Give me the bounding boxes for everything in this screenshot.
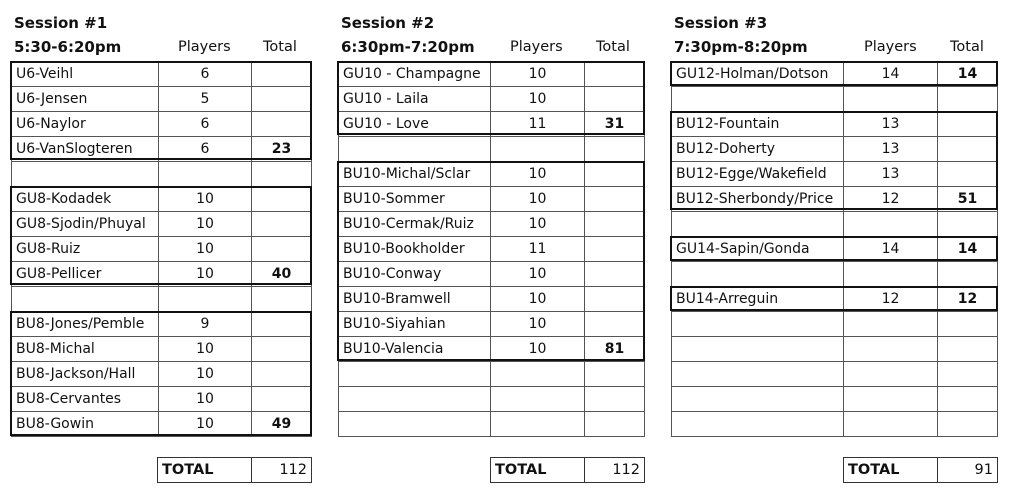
players-cell <box>159 287 252 312</box>
players-cell: 6 <box>159 62 252 87</box>
players-cell <box>491 362 585 387</box>
players-cell <box>844 262 938 287</box>
table-row <box>12 62 312 87</box>
players-cell: 10 <box>491 262 585 287</box>
team-cell: GU8-Kodadek <box>12 187 159 212</box>
players-header: Players <box>510 39 563 55</box>
table-row <box>12 112 312 137</box>
table-row <box>12 262 312 287</box>
spacer-row <box>672 337 998 362</box>
team-cell <box>339 412 491 437</box>
players-cell: 11 <box>491 112 585 137</box>
total-cell <box>252 62 312 87</box>
team-cell: GU8-Sjodin/Phuyal <box>12 212 159 237</box>
players-cell: 10 <box>159 187 252 212</box>
team-cell: BU10-Bookholder <box>339 237 491 262</box>
total-cell <box>252 187 312 212</box>
players-cell <box>844 362 938 387</box>
players-cell <box>491 387 585 412</box>
players-cell <box>491 137 585 162</box>
players-cell: 14 <box>844 237 938 262</box>
players-cell: 10 <box>159 262 252 287</box>
players-cell: 6 <box>159 137 252 162</box>
total-cell <box>585 387 645 412</box>
table-row <box>339 62 645 87</box>
team-cell <box>672 337 844 362</box>
table-row <box>339 112 645 137</box>
spacer-row <box>339 137 645 162</box>
players-cell: 12 <box>844 187 938 212</box>
spacer-row <box>672 87 998 112</box>
table-row <box>339 337 645 362</box>
table-row <box>12 337 312 362</box>
table-row <box>672 187 998 212</box>
total-cell: 49 <box>252 412 312 437</box>
team-cell: U6-Veihl <box>12 62 159 87</box>
team-cell: BU8-Jackson/Hall <box>12 362 159 387</box>
table-row <box>339 87 645 112</box>
team-cell <box>672 387 844 412</box>
spacer-row <box>672 212 998 237</box>
players-cell: 13 <box>844 162 938 187</box>
total-cell <box>252 362 312 387</box>
players-cell <box>844 412 938 437</box>
total-cell <box>252 112 312 137</box>
session-title: Session #1 <box>14 14 108 32</box>
spacer-row <box>672 387 998 412</box>
total-box <box>843 457 998 483</box>
team-cell: BU10-Valencia <box>339 337 491 362</box>
players-cell: 10 <box>491 187 585 212</box>
spacer-row <box>12 162 312 187</box>
table-row <box>12 312 312 337</box>
table-row <box>672 62 998 87</box>
table-row <box>12 187 312 212</box>
players-cell: 10 <box>159 362 252 387</box>
players-cell: 10 <box>491 87 585 112</box>
total-cell: 40 <box>252 262 312 287</box>
players-cell <box>159 162 252 187</box>
table-row <box>339 287 645 312</box>
team-cell <box>672 212 844 237</box>
total-label: TOTAL <box>158 458 252 483</box>
total-cell <box>938 212 998 237</box>
session-time: 6:30pm-7:20pm <box>341 38 475 56</box>
team-cell <box>672 362 844 387</box>
team-cell: BU10-Conway <box>339 262 491 287</box>
spacer-row <box>12 287 312 312</box>
team-cell: BU12-Sherbondy/Price <box>672 187 844 212</box>
total-cell <box>252 287 312 312</box>
table-row <box>12 87 312 112</box>
grand-total-value: 112 <box>585 458 645 483</box>
total-cell <box>938 87 998 112</box>
spacer-row <box>339 362 645 387</box>
spacer-row <box>672 312 998 337</box>
session-title: Session #2 <box>341 14 435 32</box>
players-cell <box>844 337 938 362</box>
total-cell <box>585 187 645 212</box>
total-cell <box>252 312 312 337</box>
team-cell: GU8-Ruiz <box>12 237 159 262</box>
total-cell <box>585 212 645 237</box>
total-cell <box>585 262 645 287</box>
total-cell <box>938 112 998 137</box>
players-cell: 10 <box>159 237 252 262</box>
table-row <box>12 212 312 237</box>
players-cell: 10 <box>491 337 585 362</box>
total-cell: 23 <box>252 137 312 162</box>
total-cell <box>252 212 312 237</box>
players-cell <box>844 87 938 112</box>
players-cell <box>844 387 938 412</box>
total-header: Total <box>596 39 630 55</box>
schedule-table <box>11 61 312 437</box>
table-row <box>12 387 312 412</box>
total-cell <box>938 362 998 387</box>
spacer-row <box>339 412 645 437</box>
spacer-row <box>672 362 998 387</box>
table-row <box>672 137 998 162</box>
players-cell: 10 <box>159 387 252 412</box>
grand-total-value: 91 <box>938 458 998 483</box>
total-cell <box>252 237 312 262</box>
total-cell: 81 <box>585 337 645 362</box>
session-time: 5:30-6:20pm <box>14 38 122 56</box>
total-cell <box>252 387 312 412</box>
team-cell: BU10-Siyahian <box>339 312 491 337</box>
grand-total-value: 112 <box>252 458 312 483</box>
team-cell: BU8-Michal <box>12 337 159 362</box>
table-row <box>12 237 312 262</box>
total-cell <box>585 362 645 387</box>
team-cell <box>672 412 844 437</box>
players-cell: 14 <box>844 62 938 87</box>
spacer-row <box>672 262 998 287</box>
team-cell: GU10 - Champagne <box>339 62 491 87</box>
table-row <box>12 137 312 162</box>
total-cell <box>585 412 645 437</box>
total-cell <box>585 237 645 262</box>
total-label: TOTAL <box>491 458 585 483</box>
table-row <box>339 187 645 212</box>
total-cell <box>938 312 998 337</box>
total-cell <box>585 62 645 87</box>
table-row <box>672 237 998 262</box>
total-cell: 31 <box>585 112 645 137</box>
team-cell: U6-Jensen <box>12 87 159 112</box>
team-cell <box>339 387 491 412</box>
team-cell: GU14-Sapin/Gonda <box>672 237 844 262</box>
team-cell: BU10-Cermak/Ruiz <box>339 212 491 237</box>
total-cell <box>938 137 998 162</box>
total-box <box>490 457 645 483</box>
total-cell: 51 <box>938 187 998 212</box>
total-cell <box>252 162 312 187</box>
players-cell: 6 <box>159 112 252 137</box>
team-cell: BU10-Bramwell <box>339 287 491 312</box>
players-cell: 11 <box>491 237 585 262</box>
table-row <box>12 412 312 437</box>
players-cell: 13 <box>844 137 938 162</box>
table-row <box>12 362 312 387</box>
table-row <box>672 287 998 312</box>
team-cell: U6-Naylor <box>12 112 159 137</box>
schedule-table <box>671 61 998 437</box>
players-header: Players <box>864 39 917 55</box>
table-row <box>339 237 645 262</box>
spacer-row <box>339 387 645 412</box>
players-cell: 10 <box>491 62 585 87</box>
players-cell <box>844 212 938 237</box>
total-cell <box>585 137 645 162</box>
total-cell <box>938 162 998 187</box>
players-cell: 10 <box>159 212 252 237</box>
total-cell <box>938 387 998 412</box>
team-cell: BU10-Sommer <box>339 187 491 212</box>
players-cell: 10 <box>159 412 252 437</box>
total-cell: 14 <box>938 62 998 87</box>
players-header: Players <box>178 39 231 55</box>
total-header: Total <box>950 39 984 55</box>
team-cell <box>12 162 159 187</box>
team-cell: BU8-Cervantes <box>12 387 159 412</box>
team-cell <box>339 137 491 162</box>
players-cell: 13 <box>844 112 938 137</box>
team-cell: BU12-Doherty <box>672 137 844 162</box>
total-cell <box>585 312 645 337</box>
players-cell: 5 <box>159 87 252 112</box>
total-cell: 12 <box>938 287 998 312</box>
table-row <box>672 112 998 137</box>
total-header: Total <box>263 39 297 55</box>
team-cell: U6-VanSlogteren <box>12 137 159 162</box>
total-cell <box>585 287 645 312</box>
team-cell <box>12 287 159 312</box>
team-cell: BU14-Arreguin <box>672 287 844 312</box>
total-cell <box>938 337 998 362</box>
team-cell <box>672 87 844 112</box>
total-cell <box>938 262 998 287</box>
team-cell: BU10-Michal/Sclar <box>339 162 491 187</box>
team-cell <box>339 362 491 387</box>
total-box <box>157 457 312 483</box>
table-row <box>339 212 645 237</box>
total-cell <box>938 412 998 437</box>
players-cell <box>844 312 938 337</box>
team-cell: GU8-Pellicer <box>12 262 159 287</box>
team-cell: BU8-Gowin <box>12 412 159 437</box>
players-cell: 9 <box>159 312 252 337</box>
session-title: Session #3 <box>674 14 768 32</box>
players-cell: 10 <box>491 287 585 312</box>
total-label: TOTAL <box>844 458 938 483</box>
table-row <box>339 262 645 287</box>
session-time: 7:30pm-8:20pm <box>674 38 808 56</box>
total-cell: 14 <box>938 237 998 262</box>
table-row <box>339 162 645 187</box>
total-cell <box>585 87 645 112</box>
team-cell: GU10 - Laila <box>339 87 491 112</box>
team-cell: BU8-Jones/Pemble <box>12 312 159 337</box>
players-cell: 12 <box>844 287 938 312</box>
team-cell <box>672 262 844 287</box>
team-cell: GU10 - Love <box>339 112 491 137</box>
players-cell: 10 <box>491 312 585 337</box>
players-cell <box>491 412 585 437</box>
total-cell <box>252 87 312 112</box>
players-cell: 10 <box>159 337 252 362</box>
total-cell <box>585 162 645 187</box>
table-row <box>672 162 998 187</box>
schedule-table <box>338 61 645 437</box>
players-cell: 10 <box>491 162 585 187</box>
team-cell: BU12-Fountain <box>672 112 844 137</box>
team-cell: BU12-Egge/Wakefield <box>672 162 844 187</box>
spacer-row <box>672 412 998 437</box>
players-cell: 10 <box>491 212 585 237</box>
total-cell <box>252 337 312 362</box>
team-cell <box>672 312 844 337</box>
team-cell: GU12-Holman/Dotson <box>672 62 844 87</box>
table-row <box>339 312 645 337</box>
